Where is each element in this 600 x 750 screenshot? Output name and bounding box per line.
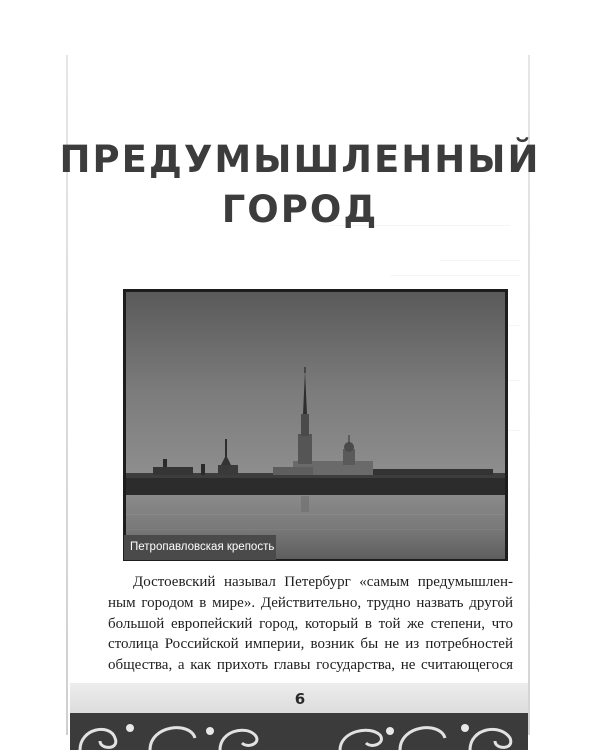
photo-caption: Петропавловская крепость xyxy=(124,535,276,560)
body-paragraph xyxy=(108,572,513,697)
body-line: Достоевский называл Петербург «самым предумышлен- xyxy=(133,574,513,590)
peter-paul-fortress-photo xyxy=(123,289,508,561)
body-line: ным городом в мире». Действительно, трудно назвать другой xyxy=(108,594,513,611)
chapter-title-line-1: ПРЕДУМЫШЛЕННЫЙ xyxy=(59,138,541,181)
body-line: общества, а как прихоть главы государства, не считающегося xyxy=(108,657,513,674)
body-line: большой европейский город, который в той же степени, что xyxy=(108,615,513,632)
page-number: 6 xyxy=(294,690,306,708)
chapter-title-line-2: ГОРОД xyxy=(221,188,379,231)
body-line: столица Российской империи, возник бы не из потребностей xyxy=(108,636,513,653)
